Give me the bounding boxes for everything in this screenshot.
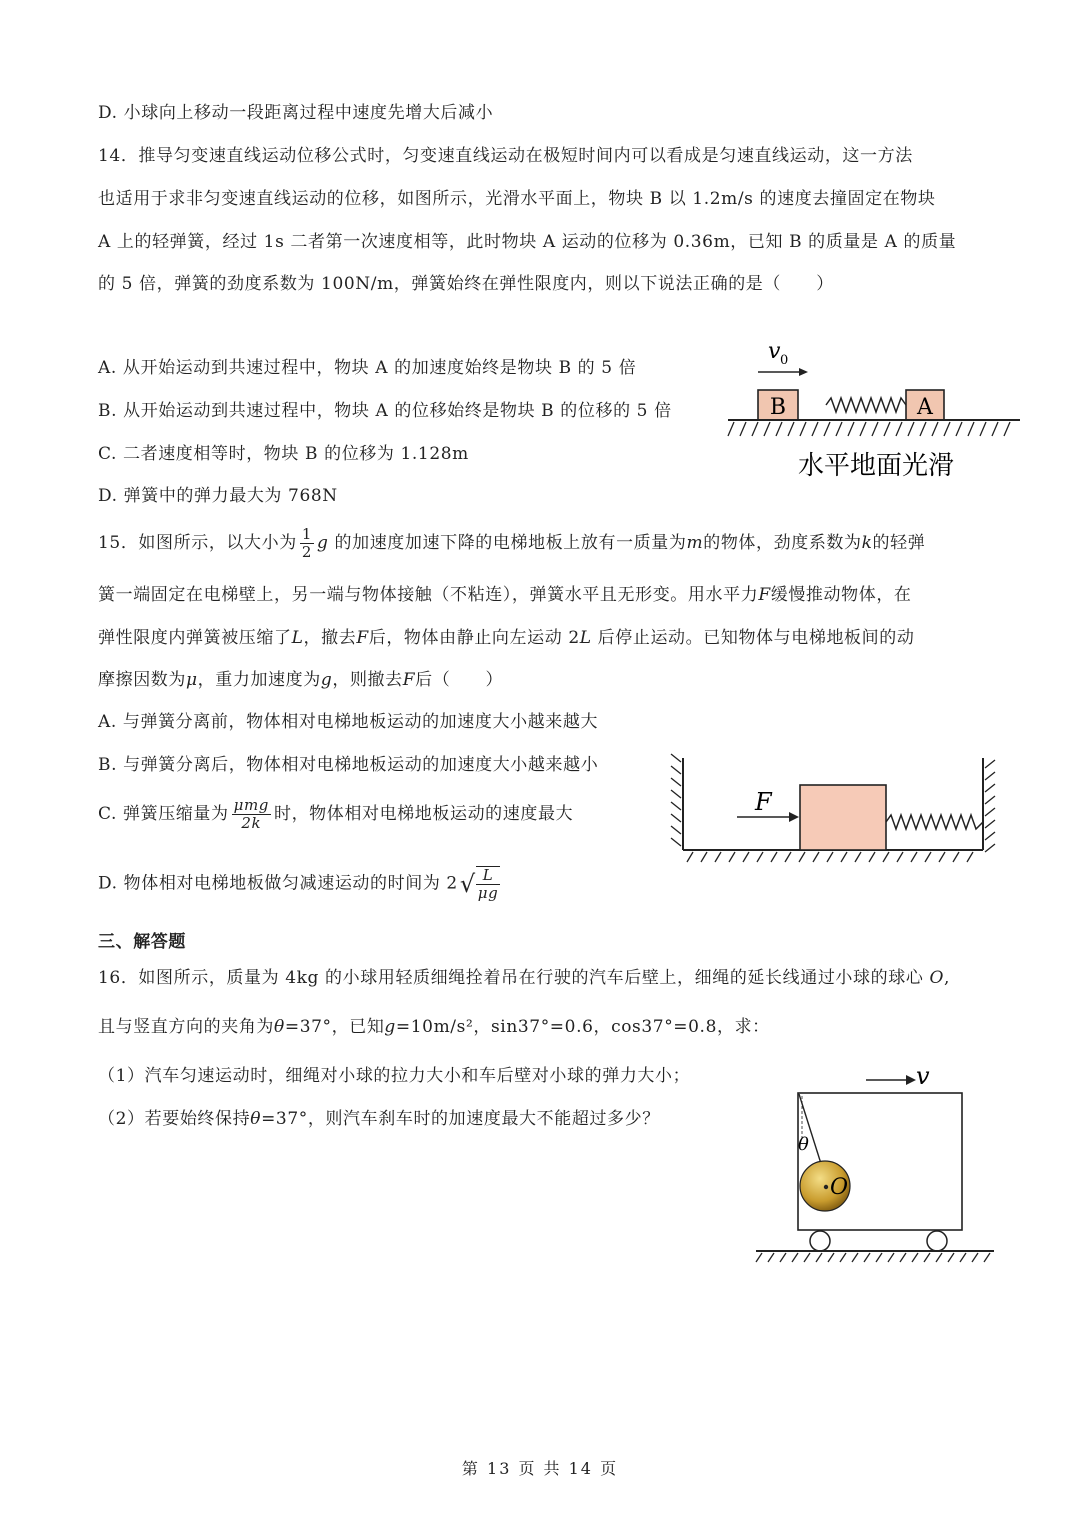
q15-option-d: D. 物体相对电梯地板做匀减速运动的时间为 2√ $\frac{L}{\mu g}$: [98, 866, 499, 902]
q14-block-a-label: A: [917, 395, 933, 420]
q16-left-wheel: [810, 1231, 830, 1251]
q14-option-d: D. 弹簧中的弹力最大为 768N: [98, 486, 338, 506]
q15-figure: [665, 752, 1000, 867]
q15-force-label: F: [755, 788, 772, 816]
q15-option-b: B. 与弹簧分离后，物体相对电梯地板运动的加速度大小越来越小: [98, 755, 599, 775]
q14-block-b-label: B: [769, 395, 787, 420]
q14-caption: 水平地面光滑: [797, 451, 955, 481]
q16-center-label: O: [830, 1175, 849, 1200]
q15-force-arrowhead: [789, 812, 799, 822]
q16-velocity-arrowhead: [906, 1075, 916, 1085]
q15-sqrt-sign: √: [459, 870, 476, 898]
q15-floor-hatch: [687, 852, 973, 862]
q16-part-2: （2）若要始终保持θ=37°，则汽车刹车时的加速度最大不能超过多少？: [98, 1109, 660, 1129]
q14-option-b: B. 从开始运动到共速过程中，物块 A 的位移始终是物块 B 的位移的 5 倍: [98, 401, 672, 421]
q14-option-a: A. 从开始运动到共速过程中，物块 A 的加速度始终是物块 B 的 5 倍: [98, 358, 637, 378]
q15-fraction-mumg-2k: $\frac{\text{μmg}}{2k}$: [233, 796, 269, 832]
q15-stem-line-4: 摩擦因数为μ，重力加速度为g，则撤去F后（ ）: [98, 670, 504, 690]
q14-stem-line-2: 也适用于求非匀变速直线运动的位移，如图所示，光滑水平面上，物块 B 以 1.2m/s 的速度去撞固定在物块: [98, 189, 936, 209]
q15-spring: [886, 815, 983, 829]
q14-stem-line-4: 的 5 倍，弹簧的劲度系数为 100N/m，弹簧始终在弹性限度内，则以下说法正确的是（ ）: [98, 274, 834, 294]
q14-stem-line-3: A 上的轻弹簧，经过 1s 二者第一次速度相等，此时物块 A 运动的位移为 0.36m，已知 B 的质量是 A 的质量: [98, 232, 957, 252]
q14-option-c: C. 二者速度相等时，物块 B 的位移为 1.128m: [98, 444, 469, 464]
q15-right-wall-hatch: [985, 760, 995, 852]
q15-option-a: A. 与弹簧分离前，物体相对电梯地板运动的加速度大小越来越大: [98, 712, 599, 732]
q14-figure: [720, 336, 1025, 486]
q16-theta-label: θ: [798, 1134, 809, 1155]
q15-left-wall-hatch: [671, 754, 681, 846]
q15-stem-line-3: 弹性限度内弹簧被压缩了L，撤去F后，物体由静止向左运动 2L 后停止运动。已知物体与电梯地板间的动: [98, 628, 915, 648]
q16-stem-line-2: 且与竖直方向的夹角为θ=37°，已知g=10m/s²，sin37°=0.6，cos37°=0.8，求：: [98, 1017, 770, 1037]
section-3-heading: 三、解答题: [98, 932, 186, 952]
q15-stem-line-2: 簧一端固定在电梯壁上，另一端与物体接触（不粘连），弹簧水平且无形变。用水平力F缓慢推动物体，在: [98, 585, 912, 605]
q14-velocity-subscript: 0: [780, 353, 789, 368]
q15-option-c: C. 弹簧压缩量为 $\frac{\text{μmg}}{2k}$ 时，物体相对电梯地板运动的速度最大: [98, 796, 574, 832]
q13-option-d: D. 小球向上移动一段距离过程中速度先增大后减小: [98, 103, 494, 123]
q16-velocity-label: v: [916, 1062, 930, 1090]
q15-stem-line-1: 15．如图所示，以大小为 $\frac{1}{2}$ g 的加速度加速下降的电梯地板上放有一质量为m的物体，劲度系数为k的轻弹: [98, 525, 926, 561]
q14-spring: [826, 398, 906, 412]
q16-stem-line-1: 16．如图所示，质量为 4kg 的小球用轻质细绳拴着吊在行驶的汽车后壁上，细绳的延长线通过小球的球心 O,: [98, 968, 951, 988]
q16-part-1: （1）汽车匀速运动时，细绳对小球的拉力大小和车后壁对小球的弹力大小；: [98, 1066, 691, 1086]
q16-ball-center-dot: [824, 1185, 828, 1189]
q16-right-wheel: [927, 1231, 947, 1251]
q14-velocity-arrowhead: [799, 368, 808, 376]
q16-figure: [750, 1060, 1000, 1265]
q15-sqrt-fraction: $\frac{L}{\mu g}$: [477, 866, 499, 902]
q14-ground-hatch: [728, 422, 1010, 436]
q15-block: [800, 785, 886, 850]
q14-stem-line-1: 14．推导匀变速直线运动位移公式时，匀变速直线运动在极短时间内可以看成是匀速直线运动，这一方法: [98, 146, 913, 166]
q14-velocity-label: v: [768, 339, 781, 364]
q16-ground-hatch: [756, 1253, 990, 1262]
q15-fraction-half: $\frac{1}{2}$: [301, 525, 312, 561]
page-footer: 第 13 页 共 14 页: [461, 1459, 619, 1478]
